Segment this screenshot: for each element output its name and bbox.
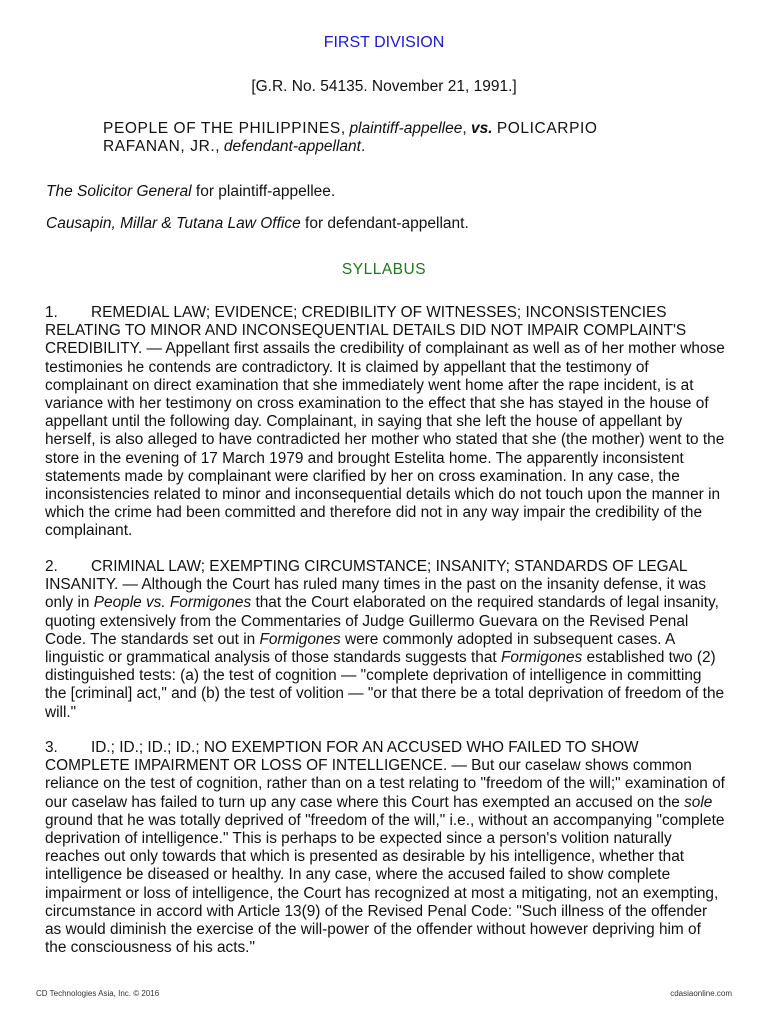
versus-label: vs. <box>470 120 493 137</box>
paragraph-text: REMEDIAL LAW; EVIDENCE; CREDIBILITY OF WITNESSES; INCONSISTENCIES RELATING TO MINOR AND INCONSEQUENTIAL DETAILS DID NOT IMPAIR COMPLAINT'S CREDIBILITY. — Appellant first assails the credibility of complainant as well as of her mother whose testimonies he contends are contradictory. It is claimed by appellant that the testimony of complainant on direct examination that she immediately went home after the rape incident, is at variance with her testimony on cross examination to the effect that she has stayed in the house of appellant until the following day. Complainant, in saying that she left the house of appellant by herself, is also alleged to have contradicted her mother who stated that she (the mother) went to the store in the evening of 17 March 1979 and brought Estelita home. The apparently inconsistent statements made by complainant were clarified by her on cross examination. In any case, the inconsistencies related to minor and inconsequential details which do not touch upon the manner in which the crime had been committed and therefore did not in any way impair the credibility of the complainant. <box>45 304 725 540</box>
plaintiff-name: PEOPLE OF THE PHILIPPINES <box>103 120 341 137</box>
paragraph-text: ID.; ID.; ID.; ID.; NO EXEMPTION FOR AN ACCUSED WHO FAILED TO SHOW COMPLETE IMPAIRMENT OR LOSS OF INTELLIGENCE. — But our caselaw shows common reliance on the test of cognition, rather than on a test relating to "freedom of the will;" examination of our caselaw has failed to turn up any case where this Court has exempted an accused on the <box>45 739 725 811</box>
emphasis: sole <box>684 793 713 811</box>
footer-website: cdasiaonline.com <box>670 989 732 998</box>
paragraph-text: established two (2) distinguished tests: (a) the test of cognition — "complete deprivation of intelligence in committing the [criminal] act," and (b) the test of volition — "or that there be a total deprivation of freedom of the will." <box>45 649 725 721</box>
syllabus-heading: SYLLABUS <box>341 261 427 278</box>
counsel-firm: Causapin, Millar & Tutana Law Office <box>46 215 301 232</box>
paragraph-number: 3. <box>45 739 58 756</box>
case-citation: Formigones <box>259 630 341 648</box>
syllabus-paragraph-3 <box>45 739 725 957</box>
syllabus-paragraph-2 <box>45 558 725 722</box>
syllabus-paragraph-1 <box>45 304 725 541</box>
counsel-line-defendant <box>46 215 469 233</box>
separator: , <box>215 138 224 155</box>
defendant-name: POLICARPIO RAFANAN, JR. <box>103 120 598 155</box>
counsel-line-plaintiff <box>46 183 335 201</box>
paragraph-number: 1. <box>45 304 58 321</box>
separator: , <box>462 120 471 137</box>
separator: , <box>340 120 350 137</box>
paragraph-text: were commonly adopted in subsequent cases. A linguistic or grammatical analysis of those standards suggests that <box>45 630 675 667</box>
defendant-role: defendant-appellant <box>223 138 361 155</box>
paragraph-text: that the Court elaborated on the required standards of legal insanity, quoting extensively from the Commentaries of Judge Guillermo Guevara on the Revised Penal Code. The standards set out in <box>45 594 719 648</box>
counsel-for: for plaintiff-appellee. <box>191 183 336 200</box>
paragraph-text: CRIMINAL LAW; EXEMPTING CIRCUMSTANCE; INSANITY; STANDARDS OF LEGAL INSANITY. — Although the Court has ruled many times in the past on the insanity defense, it was only in <box>45 558 707 612</box>
case-citation: People vs. Formigones <box>93 594 252 612</box>
counsel-for: for defendant-appellant. <box>300 215 469 232</box>
period: . <box>360 138 366 155</box>
case-citation: Formigones <box>500 649 583 667</box>
counsel-firm: The Solicitor General <box>46 183 192 200</box>
plaintiff-role: plaintiff-appellee <box>349 120 463 137</box>
paragraph-text: ground that he was totally deprived of "freedom of the will," i.e., without an accompanying "complete deprivation of intelligence." This is perhaps to be expected since a person's volition naturally reaches out only towards that which is presented as desirable by his intelligence, whether that intelligence be diseased or healthy. In any case, where the accused failed to show complete impairment or loss of intelligence, the Court has recognized at most a mitigating, not an exempting, circumstance in accord with Article 13(9) of the Revised Penal Code: "Such illness of the offender as would diminish the exercise of the will-power of the offender without however depriving him of the consciousness of his acts." <box>45 811 725 957</box>
paragraph-number: 2. <box>45 558 58 575</box>
footer-copyright: CD Technologies Asia, Inc. © 2016 <box>36 989 160 998</box>
case-parties <box>103 120 663 156</box>
case-number: [G.R. No. 54135. November 21, 1991.] <box>251 78 517 95</box>
division-heading: FIRST DIVISION <box>323 34 445 51</box>
